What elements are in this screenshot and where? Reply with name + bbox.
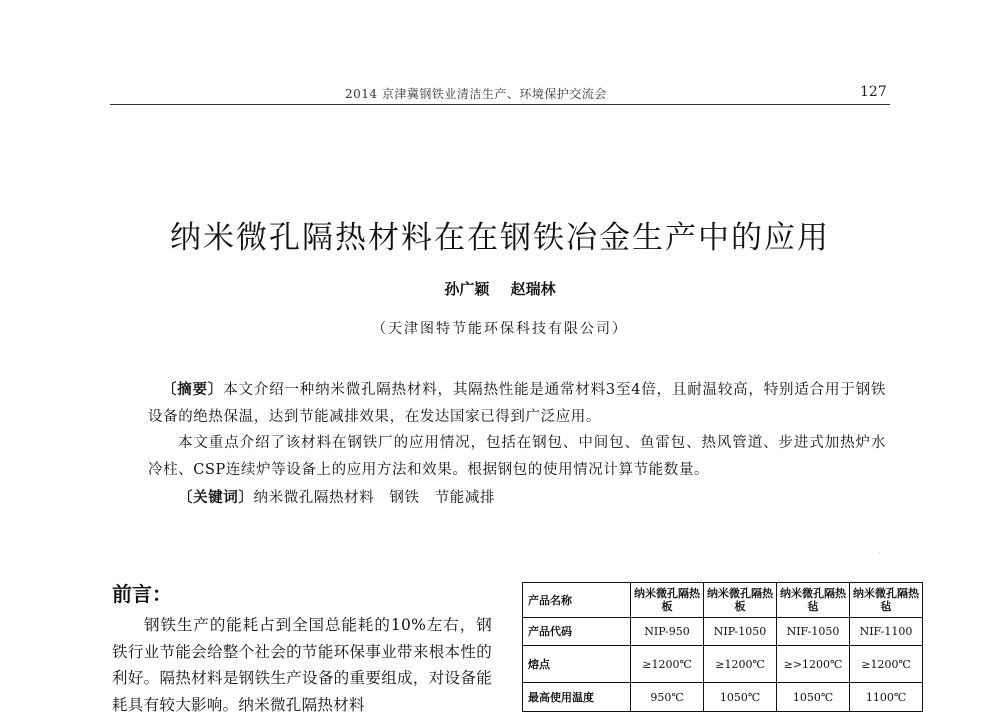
separator-mark: · [878,549,881,558]
affiliation: （天津图特节能环保科技有限公司） [372,321,628,337]
table-column-header: 纳米微孔隔热板 [704,583,777,618]
table-row-label: 熔点 [523,646,631,683]
table-cell: 1050℃ [704,683,777,712]
table-column-header: 纳米微孔隔热板 [631,583,704,618]
table-cell: 950℃ [631,683,704,712]
preface-heading: 前言： [112,582,172,606]
table-cell: ≥1200℃ [850,646,923,683]
page-number: 127 [860,84,887,100]
abstract-second-paragraph: 本文重点介绍了该材料在钢铁厂的应用情况，包括在钢包、中间包、鱼雷包、热风管道、步进式加热炉水冷柱、CSP连续炉等设备上的应用方法和效果。根据钢包的使用情况计算节能数量。 [148,435,886,478]
table-column-header: 纳米微孔隔热毡 [777,583,850,618]
table-cell: NIP-1050 [704,618,777,646]
table-row [523,618,923,646]
abstract-tag: 〔摘要〕 [162,381,224,398]
table-cell: 1100℃ [850,683,923,712]
keywords-tag: 〔关键词〕 [178,489,254,506]
table-cell: ≥1200℃ [631,646,704,683]
preface-body-text: 钢铁生产的能耗占到全国总能耗的10%左右，钢铁行业节能会给整个社会的节能环保事业带来根本性的利好。隔热材料是钢铁生产设备的重要组成，对设备能耗具有较大影响。纳米微孔隔热材料 [112,616,492,714]
running-header: 2014 京津冀钢铁业清洁生产、环境保护交流会 [345,87,607,101]
authors: 孙广颖 赵瑞林 [444,280,556,298]
table-row [523,646,923,683]
table-row-label: 最高使用温度 [523,683,631,712]
article-title: 纳米微孔隔热材料在在钢铁冶金生产中的应用 [170,220,830,256]
product-spec-table [522,582,923,712]
keywords [148,484,886,512]
table-header-row [523,583,923,618]
abstract [148,376,886,431]
table-row-label: 产品代码 [523,618,631,646]
header-rule [110,104,890,105]
table-column-header: 纳米微孔隔热毡 [850,583,923,618]
keywords-text: 纳米微孔隔热材料 钢铁 节能减排 [253,490,496,506]
table-cell: ≥>1200℃ [777,646,850,683]
table-cell: NIF-1050 [777,618,850,646]
table-row [523,683,923,712]
table-header-label: 产品名称 [523,583,631,618]
table-cell: ≥1200℃ [704,646,777,683]
abstract-text: 本文介绍一种纳米微孔隔热材料，其隔热性能是通常材料3至4倍，且耐温较高，特别适合用于钢铁设备的绝热保温，达到节能减排效果，在发达国家已得到广泛应用。 [148,382,886,425]
table-cell: NIP-950 [631,618,704,646]
table-cell: 1050℃ [777,683,850,712]
table-cell: NIF-1100 [850,618,923,646]
